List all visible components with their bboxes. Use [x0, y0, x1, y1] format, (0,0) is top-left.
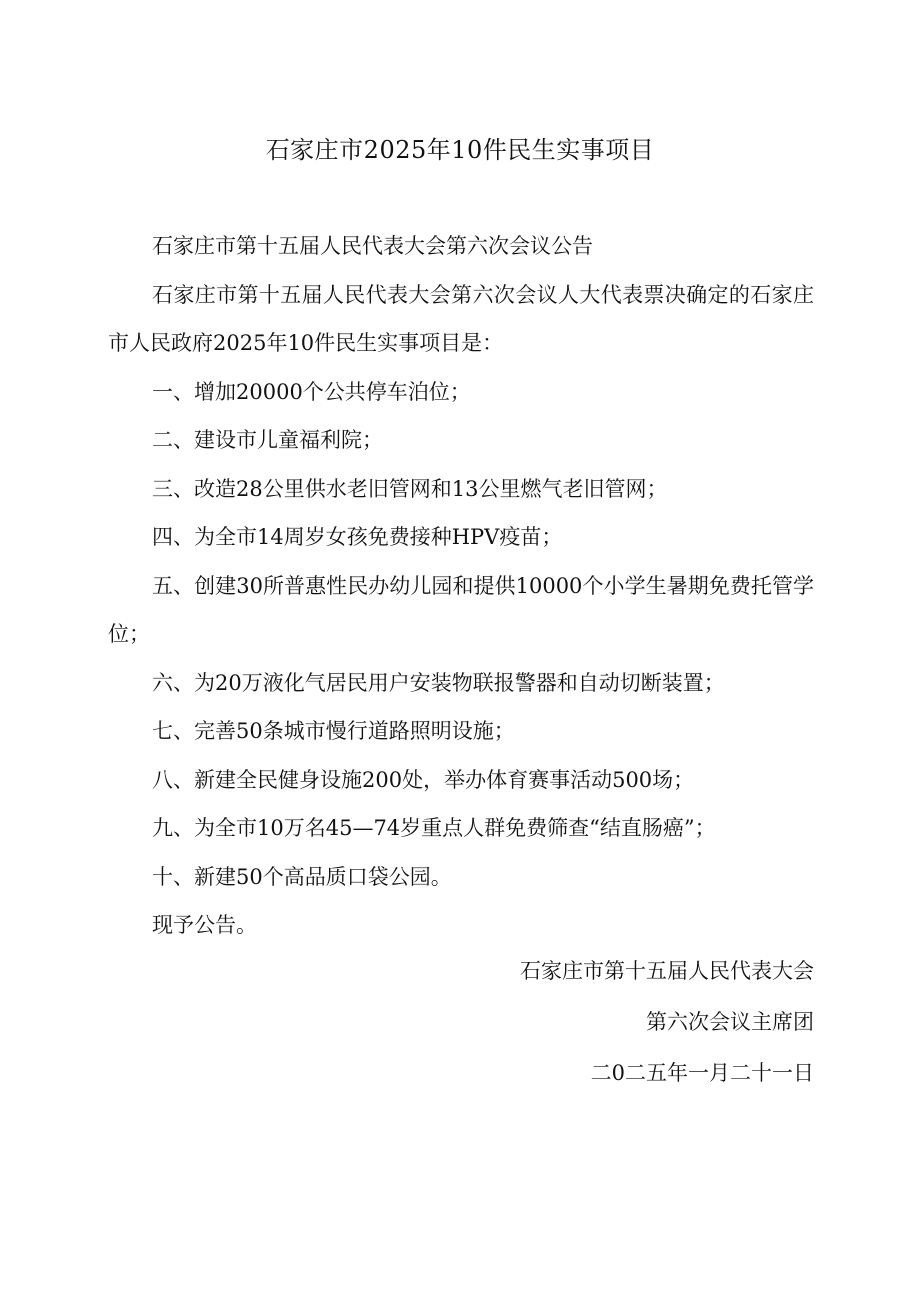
signature-date: 二0二五年一月二十一日	[590, 1061, 814, 1085]
project-item-1: 一、增加20000个公共停车泊位；	[152, 379, 471, 404]
announcement-heading: 石家庄市第十五届人民代表大会第六次会议公告	[152, 234, 593, 258]
project-item-2: 二、建设市儿童福利院；	[152, 428, 383, 452]
project-item-4: 四、为全市14周岁女孩免费接种HPV疫苗；	[152, 525, 563, 549]
project-item-3: 三、改造28公里供水老旧管网和13公里燃气老旧管网；	[152, 476, 668, 501]
document-body	[108, 222, 814, 950]
closing-statement: 现予公告。	[152, 913, 257, 937]
project-item-5: 五、创建30所普惠性民办幼儿园和提供10000个小学生暑期免费托管学位；	[108, 573, 814, 646]
signature-issuer: 石家庄市第十五届人民代表大会	[520, 959, 814, 983]
project-item-10: 十、新建50个高品质口袋公园。	[152, 864, 452, 889]
project-item-7: 七、完善50条城市慢行道路照明设施；	[152, 719, 515, 743]
project-item-9: 九、为全市10万名45—74岁重点人群免费筛查“结直肠癌”；	[152, 816, 716, 840]
project-item-6: 六、为20万液化气居民用户安装物联报警器和自动切断装置；	[152, 670, 725, 695]
document-title: 石家庄市2025年10件民生实事项目	[265, 136, 655, 164]
intro-paragraph: 石家庄市第十五届人民代表大会第六次会议人大代表票决确定的石家庄市人民政府2025年10件民生实事项目是：	[108, 282, 814, 355]
project-item-8: 八、新建全民健身设施200处，举办体育赛事活动500场；	[152, 767, 695, 792]
signature-block	[520, 946, 814, 1099]
signature-presidium: 第六次会议主席团	[646, 1010, 814, 1034]
